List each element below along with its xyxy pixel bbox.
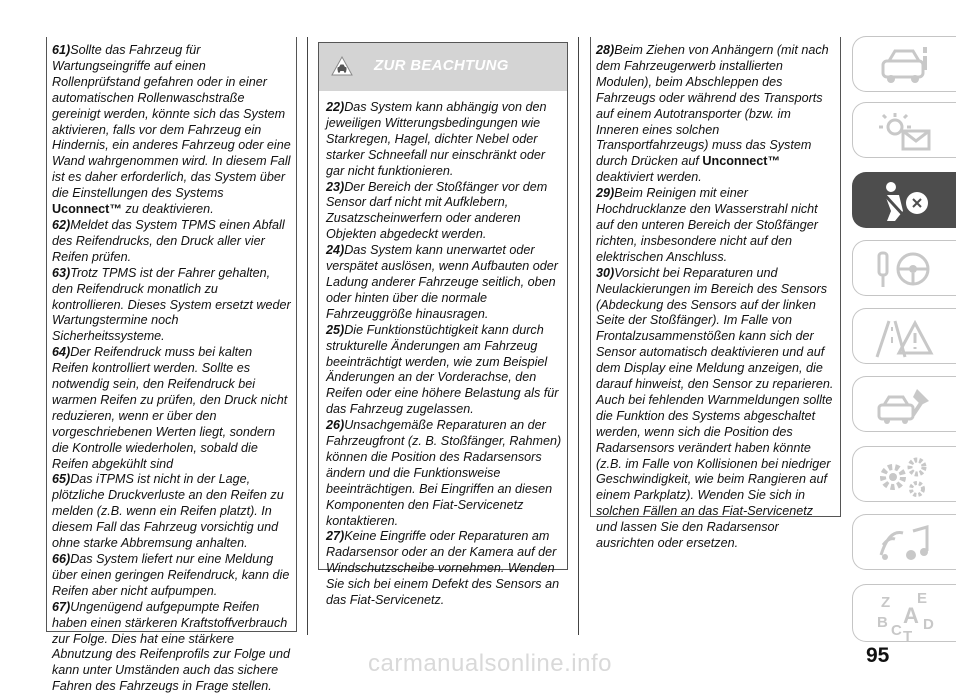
chapter-tab[interactable] <box>852 172 956 228</box>
note-text: Beim Ziehen von Anhängern (mit nach dem Fahrzeugerwerb installierten Modulen), beim Abschleppen des Fahrzeugs oder während des Transports auf einem Autotransporter (bzw. im Inneren eines solchen Transportfahrzeugs) muss das System durch Drücken auf <box>596 43 829 169</box>
column-divider <box>307 37 308 635</box>
note-text: Trotz TPMS ist der Fahrer gehalten, den Reifendruck monatlich zu kontrollieren. Dieses System ersetzt weder Wartungstermine noch Sicherheitssysteme. <box>52 265 291 344</box>
warning-lights-envelope-icon <box>869 107 941 155</box>
note-number: 29) <box>596 186 615 201</box>
chapter-tab[interactable] <box>852 102 956 158</box>
seatbelt-airbag-icon <box>869 177 941 225</box>
note-entry <box>596 186 835 266</box>
note-entry <box>596 43 835 186</box>
alphabet-index-icon <box>869 589 941 645</box>
note-number: 66) <box>52 552 71 566</box>
note-text: Das System kann unerwartet oder verspätet auslösen, wenn Aufbauten oder Ladung anderer Fahrzeuge seitlich, oben oder hinten über die normale Fahrzeuggröße hinausragen. <box>326 243 558 321</box>
note-text: Keine Eingriffe oder Reparaturen am Radarsensor oder an der Kamera auf der Windschutzscheibe vornehmen. Wenden Sie sich bei einem Defekt des Sensors an das Fiat-Servicenetz. <box>326 529 560 608</box>
note-entry <box>52 345 291 472</box>
note-entry <box>326 529 564 609</box>
note-text: Unsachgemäße Reparaturen an der Fahrzeugfront (z. B. Stoßfänger, Rahmen) können die Position des Radarsensors ändern und die Funktionsweise beeinträchtigen. Bei Eingriffen an diesen Komponenten den Fiat-Servicenetz kontaktieren. <box>326 418 562 528</box>
note-text: Das System kann abhängig von den jeweiligen Witterungsbedingungen wie Starkregen, Hagel, dichter Nebel oder starker Schneefall nur einschränkt oder gar nicht funktionieren. <box>326 100 547 178</box>
warning-box-header <box>319 43 567 91</box>
note-entry <box>326 323 564 418</box>
note-number: 67) <box>52 599 71 614</box>
index-letter: T <box>903 628 913 645</box>
gears-icon <box>869 451 941 499</box>
note-text: Der Reifendruck muss bei kalten Reifen kontrolliert werden. Sollte es notwendig sein, den Reifendruck bei warmen Reifen zu prüfen, den Druck nicht reduzieren, wenn er über den vorgeschriebenen Werten liegt, sondern die Kontrolle wiederholen, sobald die Reifen abgekühlt sind <box>52 345 288 471</box>
note-number: 27) <box>326 529 345 544</box>
note-entry <box>52 600 291 695</box>
note-text: Der Bereich der Stoßfänger vor dem Sensor darf nicht mit Aufklebern, Zusatzscheinwerfern oder anderen Objekten abgedeckt werden. <box>326 179 548 242</box>
index-letter: B <box>877 614 888 631</box>
note-number: 22) <box>326 100 345 114</box>
note-text: deaktiviert werden. <box>596 170 702 185</box>
index-letter: D <box>923 616 934 633</box>
note-text: Meldet das System TPMS einen Abfall des Reifendrucks, den Druck aller vier Reifen prüfen. <box>52 217 285 264</box>
index-letter: E <box>917 590 928 607</box>
watermark: carmanualsonline.info <box>368 650 612 677</box>
notes-column-3 <box>590 37 841 551</box>
page-number: 95 <box>866 644 890 667</box>
note-entry <box>596 266 835 552</box>
note-text: Vorsicht bei Reparaturen und Neulackierungen im Bereich des Sensors (Abdeckung des Sensors auf der linken Seite der Stoßfänger). Im Falle von Frontalzusammenstößen kann sich der Sensor automatisch deaktivieren und auf dem Display eine Meldung anzeigen, die darauf hinweist, den Sensor zu reparieren. Auch bei fehlenden Warnmeldungen sollte die Funktion des Systems abgeschaltet werden, wenn sich die Position des Radarsensors verändert haben könnte (z.B. im Falle von Kollisionen bei niedriger Geschwindigkeit, wie beim Rangieren auf einem Parkplatz). Wenden Sie sich in solchen Fällen an das Fiat-Servicenetz und lassen Sie den Radarsensor ausrichten oder ersetzen. <box>596 265 834 551</box>
note-entry <box>326 418 564 529</box>
note-bold-term: Unconnect™ <box>702 154 781 169</box>
note-entry <box>326 243 564 323</box>
note-number: 23) <box>326 179 345 194</box>
note-entry <box>52 552 291 600</box>
index-letter: Z <box>881 594 891 611</box>
chapter-tab[interactable] <box>852 514 956 570</box>
chapter-tab[interactable] <box>852 36 956 92</box>
note-number: 62) <box>52 217 71 232</box>
note-number: 64) <box>52 345 71 360</box>
note-entry <box>52 472 291 552</box>
note-number: 30) <box>596 265 615 280</box>
chapter-tab[interactable] <box>852 376 956 432</box>
index-letter: A <box>903 603 919 628</box>
note-number: 61) <box>52 43 71 57</box>
car-info-icon <box>869 41 941 89</box>
note-text: Beim Reinigen mit einer Hochdrucklanze den Wasserstrahl nicht auf den unteren Bereich der Stoßfänger richten, insbesondere nicht auf den elektrischen Anschluss. <box>596 186 818 264</box>
note-entry <box>326 100 564 180</box>
multimedia-icon <box>869 519 941 567</box>
note-number: 26) <box>326 418 345 433</box>
notes-column-1 <box>46 37 297 694</box>
note-text: Sollte das Fahrzeug für Wartungseingriffe auf einen Rollenprüfstand gefahren oder in einer automatischen Rollenwaschstraße gereinigt werden, könnte sich das System aktivieren, falls vor dem Fahrzeug ein Hindernis, ein anderes Fahrzeug oder eine Wand wahrgenommen wird. In diesem Fall ist es daher erforderlich, das System über die Einstellungen des Systems <box>52 43 291 201</box>
chapter-tab[interactable] <box>852 240 956 296</box>
note-number: 24) <box>326 243 345 258</box>
note-number: 65) <box>52 472 71 487</box>
index-letter: C <box>891 622 902 639</box>
note-number: 63) <box>52 265 71 280</box>
key-steering-wheel-icon <box>869 245 941 293</box>
note-text: Das System liefert nur eine Meldung über einen geringen Reifendruck, kann die Reifen aber nicht aufpumpen. <box>52 552 290 598</box>
road-warning-icon <box>869 313 941 361</box>
chapter-tab[interactable] <box>852 446 956 502</box>
warning-box-title: ZUR BEACHTUNG <box>374 57 509 74</box>
note-entry <box>326 180 564 244</box>
note-number: 25) <box>326 322 345 337</box>
notes-column-2 <box>326 100 564 609</box>
note-text: zu deaktivieren. <box>121 202 214 217</box>
note-entry <box>52 218 291 266</box>
note-text: Ungenügend aufgepumpte Reifen haben einen stärkeren Kraftstoffverbrauch zur Folge. Dies hat eine stärkere Abnutzung des Reifenprofils zur Folge und kann unter Umständen auch das sichere Fahren des Fahrzeugs in Frage stellen. <box>52 599 291 694</box>
column-divider <box>578 37 579 635</box>
chapter-tab[interactable] <box>852 584 956 645</box>
note-text: Die Funktionstüchtigkeit kann durch strukturelle Änderungen am Fahrzeug beeinträchtigt werden, wie zum Beispiel Änderungen an der Vorderachse, den Reifen oder eine höhere Belastung als für das Fahrzeug zugelassen. <box>326 322 559 417</box>
note-bold-term: Uconnect™ <box>52 202 122 217</box>
note-entry <box>52 266 291 346</box>
note-entry <box>52 43 291 218</box>
wrench-car-icon <box>869 381 941 429</box>
note-text: Das iTPMS ist nicht in der Lage, plötzliche Druckverluste an den Reifen zu melden (z.B. wenn ein Reifen platzt). In diesem Fall das Fahrzeug vorsichtig und ohne starke Abbremsung anhalten. <box>52 472 284 551</box>
warning-icon <box>331 55 353 77</box>
note-number: 28) <box>596 43 615 57</box>
chapter-tab[interactable] <box>852 308 956 364</box>
